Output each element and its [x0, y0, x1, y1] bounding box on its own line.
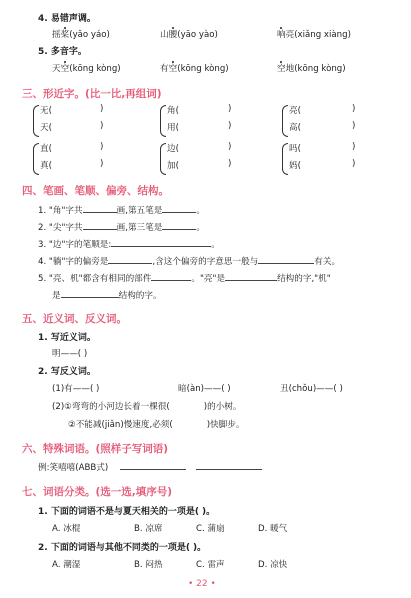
- s5-q2-title: 2. 写反义词。: [38, 367, 96, 377]
- pair-5b: 加(: [167, 161, 179, 171]
- pair-4b-close: ): [100, 159, 104, 169]
- s7-q1: 1. 下面的词语不是与夏天相关的一项是( )。: [38, 507, 216, 517]
- pair-4a-close: ): [100, 142, 104, 152]
- pair-3b-close: ): [352, 121, 356, 131]
- tone-item-2: 山腰(yāo yào): [160, 30, 218, 40]
- s7-q1-opt-a: A. 冰棍: [52, 524, 81, 534]
- polyphone-item-2: 有空(kōng kòng): [160, 64, 229, 74]
- pair-6b: 妈(: [289, 161, 301, 171]
- s5-q1-item: 明——( ): [52, 349, 88, 359]
- antonym-sentence-1: (2)①弯弯的小河边长着一棵很( )的小树。: [52, 402, 242, 412]
- s7-q1-opt-d: D. 暖气: [258, 524, 288, 534]
- pair-3a: 亮(: [289, 106, 301, 116]
- s4-q5b: 是 结构的字。: [52, 288, 162, 301]
- antonym-3: 丑(chǒu)——( ): [280, 384, 343, 394]
- q5-title: 5. 多音字。: [38, 47, 87, 57]
- pair-4b: 真(: [40, 161, 52, 171]
- s7-q1-opt-c: C. 蒲扇: [196, 524, 225, 534]
- s5-q1-title: 1. 写近义词。: [38, 333, 96, 343]
- pair-1b-close: ): [100, 121, 104, 131]
- s6-example: 例:笑嘻嘻(ABB式): [38, 460, 262, 473]
- s7-q2-opt-c: C. 雷声: [196, 560, 225, 570]
- pair-2a-close: ): [228, 104, 232, 114]
- antonym-2: 暗(àn)——( ): [178, 384, 231, 394]
- pair-3a-close: ): [352, 104, 356, 114]
- brace-1: [33, 105, 39, 137]
- pair-5a-close: ): [228, 142, 232, 152]
- s7-q2: 2. 下面的词语与其他不同类的一项是( )。: [38, 543, 207, 553]
- s4-q3: 3. "边"字的笔顺是: 。: [38, 237, 220, 250]
- pair-1a: 无(: [40, 106, 52, 116]
- section-4-title: 四、笔画、笔顺、偏旁、结构。: [22, 185, 169, 197]
- s4-q2: 2. "尖"字共 画,第三笔是 。: [38, 220, 205, 233]
- s4-q1: 1. "角"字共 画,第五笔是 。: [38, 203, 205, 216]
- antonym-1: (1)有——( ): [52, 384, 100, 394]
- brace-5: [160, 143, 166, 175]
- section-5-title: 五、近义词、反义词。: [22, 313, 127, 325]
- s7-q2-opt-b: B. 闷热: [134, 560, 163, 570]
- pair-6a-close: ): [352, 142, 356, 152]
- section-3-title: 三、形近字。(比一比,再组词): [22, 88, 162, 100]
- polyphone-item-1: 天空(kōng kòng): [52, 64, 121, 74]
- section-6-title: 六、特殊词语。(照样子写词语): [22, 443, 169, 455]
- pair-6a: 吗(: [289, 144, 301, 154]
- pair-1a-close: ): [100, 104, 104, 114]
- pair-5a: 边(: [167, 144, 179, 154]
- s4-q5a: 5. "亮、机"都含有相同的部件 。"亮"是 结构的字,"机": [38, 271, 331, 284]
- tone-item-3: 响亮(xiǎng xiàng): [277, 30, 351, 40]
- pair-4a: 直(: [40, 144, 52, 154]
- pair-2b-close: ): [228, 121, 232, 131]
- pair-2b: 用(: [167, 123, 179, 133]
- s7-q2-opt-a: A. 潮湿: [52, 560, 81, 570]
- brace-3: [282, 105, 288, 137]
- pair-3b: 高(: [289, 123, 301, 133]
- pair-1b: 天(: [40, 123, 52, 133]
- polyphone-item-3: 空地(kōng kòng): [277, 64, 346, 74]
- s7-q1-opt-b: B. 凉席: [134, 524, 163, 534]
- pair-2a: 角(: [167, 106, 179, 116]
- pair-5b-close: ): [228, 159, 232, 169]
- brace-2: [160, 105, 166, 137]
- brace-4: [33, 143, 39, 175]
- s7-q2-opt-d: D. 凉快: [258, 560, 288, 570]
- page-number: • 22 •: [188, 579, 216, 589]
- s4-q4: 4. "躺"字的偏旁是 ,含这个偏旁的字意思一般与 有关。: [38, 254, 340, 267]
- pair-6b-close: ): [352, 159, 356, 169]
- q4-title: 4. 易错声调。: [38, 14, 96, 24]
- section-7-title: 七、词语分类。(选一选,填序号): [22, 486, 173, 498]
- tone-item-1: 摇桨(yǎo yáo): [52, 30, 110, 40]
- antonym-sentence-2: ②不能减(jiǎn)慢速度,必须( )快脚步。: [68, 420, 245, 430]
- brace-6: [282, 143, 288, 175]
